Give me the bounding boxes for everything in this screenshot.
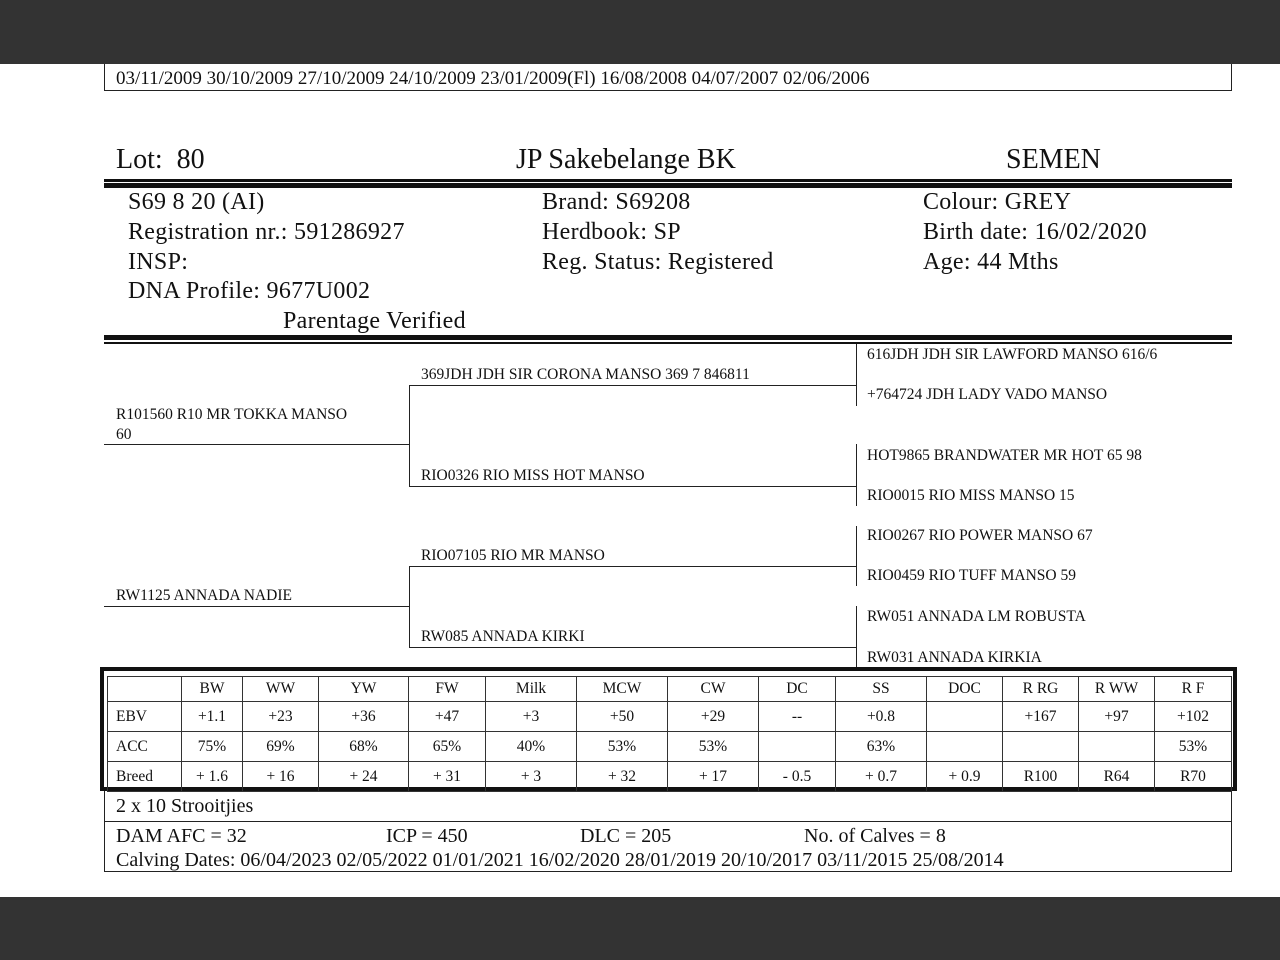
ebv-header-cell: WW (243, 677, 319, 702)
dam-calves: No. of Calves = 8 (804, 825, 946, 847)
reg-status: Reg. Status: Registered (542, 249, 774, 275)
ebv-cell (759, 732, 836, 762)
ebv-cell: - 0.5 (759, 762, 836, 792)
ebv-cell: +36 (319, 702, 409, 732)
ebv-cell: 68% (319, 732, 409, 762)
ebv-cell (927, 702, 1003, 732)
pedigree-sss: 616JDH JDH SIR LAWFORD MANSO 616/6 (867, 346, 1158, 363)
ebv-header-cell: MCW (577, 677, 668, 702)
dam-afc: DAM AFC = 32 (116, 825, 247, 847)
previous-calving-dates: 03/11/2009 30/10/2009 27/10/2009 24/10/2009 23/01/2009(Fl) 16/08/2008 04/07/2007 02/06/2006 (116, 68, 870, 89)
ebv-cell: + 31 (409, 762, 486, 792)
pedigree-dds: RW051 ANNADA LM ROBUSTA (867, 608, 1086, 625)
pedigree-sdd: RIO0015 RIO MISS MANSO 15 (867, 487, 1075, 504)
pedigree-dsd: RIO0459 RIO TUFF MANSO 59 (867, 567, 1076, 584)
ebv-header-cell: YW (319, 677, 409, 702)
ebv-cell: +29 (668, 702, 759, 732)
ebv-cell: +167 (1003, 702, 1079, 732)
age: Age: 44 Mths (923, 249, 1059, 275)
colour: Colour: GREY (923, 189, 1072, 215)
ebv-cell: 40% (486, 732, 577, 762)
ebv-cell: R70 (1155, 762, 1232, 792)
ebv-header-cell: R F (1155, 677, 1232, 702)
ebv-header-cell: R WW (1079, 677, 1155, 702)
table-row (108, 702, 1232, 732)
ebv-cell: + 24 (319, 762, 409, 792)
ebv-cell: +97 (1079, 702, 1155, 732)
ebv-table (107, 676, 1232, 792)
pedigree-dam: RW1125 ANNADA NADIE (116, 587, 292, 604)
pedigree-sire: R101560 R10 MR TOKKA MANSO (116, 406, 348, 423)
info-rule-thin (104, 342, 1232, 344)
pedigree-sire-dam: RIO0326 RIO MISS HOT MANSO (421, 467, 645, 484)
ebv-cell: +23 (243, 702, 319, 732)
pedigree-sds: HOT9865 BRANDWATER MR HOT 65 98 (867, 447, 1142, 464)
ebv-cell: R100 (1003, 762, 1079, 792)
ebv-cell: +0.8 (836, 702, 927, 732)
pedigree-dam-sire: RIO07105 RIO MR MANSO (421, 547, 605, 564)
ebv-cell: 53% (668, 732, 759, 762)
pedigree-ddd: RW031 ANNADA KIRKIA (867, 649, 1042, 666)
viewer-bottom-bar (0, 897, 1280, 960)
insp: INSP: (128, 249, 189, 275)
table-row (108, 732, 1232, 762)
ebv-cell (1003, 732, 1079, 762)
ebv-cell: 75% (182, 732, 243, 762)
animal-name: JP Sakebelange BK (516, 144, 736, 175)
ebv-header-cell: R RG (1003, 677, 1079, 702)
straws-info: 2 x 10 Strooitjies (116, 795, 254, 817)
ebv-header-cell: CW (668, 677, 759, 702)
lot-label-text: Lot: (116, 144, 163, 175)
ebv-row-label: Breed (108, 762, 182, 792)
ebv-cell: 65% (409, 732, 486, 762)
pedigree-sire-sire: 369JDH JDH SIR CORONA MANSO 369 7 846811 (421, 366, 750, 383)
ebv-cell: 63% (836, 732, 927, 762)
lot-label (116, 144, 205, 176)
ebv-cell: +47 (409, 702, 486, 732)
animal-id: S69 8 20 (AI) (128, 189, 265, 215)
ebv-header-cell: SS (836, 677, 927, 702)
ebv-cell: + 3 (486, 762, 577, 792)
ebv-cell: -- (759, 702, 836, 732)
ebv-cell (1079, 732, 1155, 762)
ebv-cell (927, 732, 1003, 762)
ebv-cell: 69% (243, 732, 319, 762)
ebv-row-label: EBV (108, 702, 182, 732)
ebv-cell: + 17 (668, 762, 759, 792)
info-rule-thick (104, 335, 1232, 340)
birth-date: Birth date: 16/02/2020 (923, 219, 1147, 245)
ebv-cell: + 0.9 (927, 762, 1003, 792)
ebv-cell: +3 (486, 702, 577, 732)
registration-number: Registration nr.: 591286927 (128, 219, 405, 245)
ebv-cell: R64 (1079, 762, 1155, 792)
ebv-header-cell: DC (759, 677, 836, 702)
dam-dlc: DLC = 205 (580, 825, 672, 847)
dam-icp: ICP = 450 (386, 825, 468, 847)
lot-type: SEMEN (1006, 144, 1101, 175)
ebv-header-cell: BW (182, 677, 243, 702)
pedigree-sire-cont: 60 (116, 426, 132, 443)
herdbook: Herdbook: SP (542, 219, 681, 245)
ebv-cell: +102 (1155, 702, 1232, 732)
dna-profile: DNA Profile: 9677U002 (128, 278, 371, 304)
ebv-row-label: ACC (108, 732, 182, 762)
pedigree-dam-dam: RW085 ANNADA KIRKI (421, 628, 585, 645)
dam-calving-dates: Calving Dates: 06/04/2023 02/05/2022 01/01/2021 16/02/2020 28/01/2019 20/10/2017 03/11/2015 25/08/2014 (116, 849, 1004, 871)
ebv-header-cell: FW (409, 677, 486, 702)
parentage-status: Parentage Verified (283, 308, 466, 334)
ebv-cell: + 0.7 (836, 762, 927, 792)
header-rule-thin (104, 179, 1232, 182)
lot-number: 80 (176, 144, 205, 175)
table-row (108, 762, 1232, 792)
pedigree-dss: RIO0267 RIO POWER MANSO 67 (867, 527, 1093, 544)
ebv-header-cell (108, 677, 182, 702)
ebv-cell: +50 (577, 702, 668, 732)
ebv-header-cell: Milk (486, 677, 577, 702)
ebv-cell: 53% (577, 732, 668, 762)
ebv-header-row (108, 677, 1232, 702)
pedigree-ssd: +764724 JDH LADY VADO MANSO (867, 386, 1108, 403)
brand: Brand: S69208 (542, 189, 691, 215)
ebv-cell: + 1.6 (182, 762, 243, 792)
ebv-cell: + 32 (577, 762, 668, 792)
ebv-cell: +1.1 (182, 702, 243, 732)
ebv-cell: + 16 (243, 762, 319, 792)
ebv-cell: 53% (1155, 732, 1232, 762)
straws-box (104, 791, 1232, 822)
ebv-header-cell: DOC (927, 677, 1003, 702)
viewer-top-bar (0, 0, 1280, 64)
